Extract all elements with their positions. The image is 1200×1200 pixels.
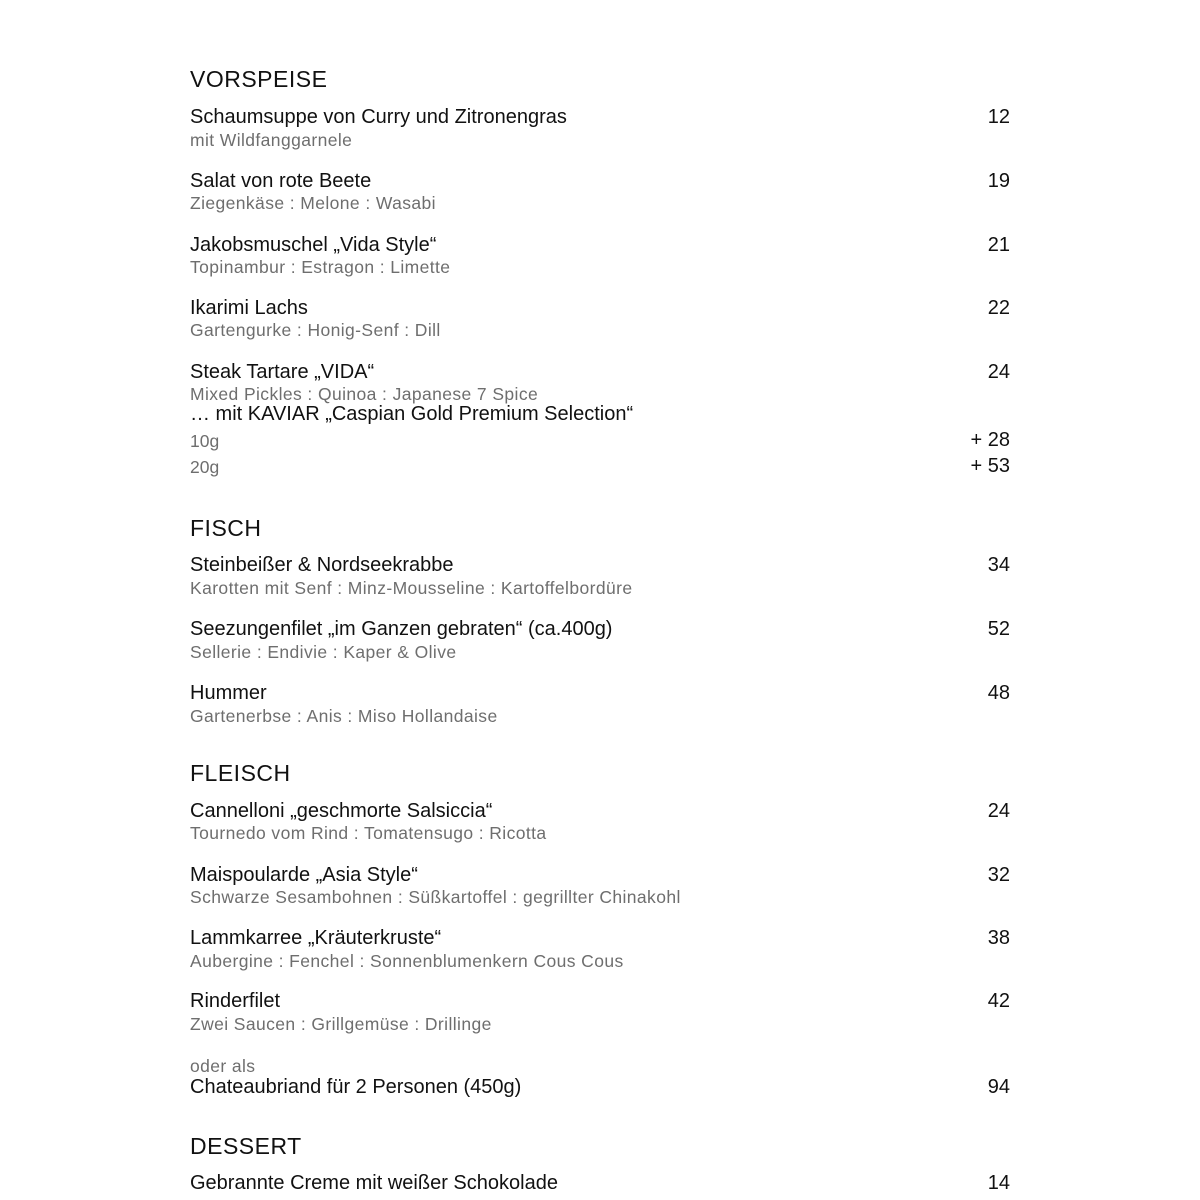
dish-price: 42: [987, 990, 1010, 1012]
caviar-size: 20g: [190, 457, 220, 477]
dish-description: Tournedo vom Rind : Tomatensugo : Ricotta: [190, 823, 547, 843]
dish-description: Aubergine : Fenchel : Sonnenblumenkern Cous Cous: [190, 951, 624, 971]
dish-description: Topinambur : Estragon : Limette: [190, 257, 451, 277]
dish-description: Karotten mit Senf : Minz-Mousseline : Kartoffelbordüre: [190, 578, 633, 598]
dish-price: 21: [987, 234, 1010, 256]
dish-description: Ziegenkäse : Melone : Wasabi: [190, 193, 436, 213]
dish-price: 32: [987, 864, 1010, 886]
dish-price: 52: [987, 618, 1010, 640]
dish-price: 14: [987, 1172, 1010, 1194]
caviar-size: 10g: [190, 431, 220, 451]
dish-description: Schwarze Sesambohnen : Süßkartoffel : gegrillter Chinakohl: [190, 887, 681, 907]
dish-description: mit Wildfanggarnele: [190, 130, 353, 150]
dish-price: 24: [987, 361, 1010, 383]
dish-name: Cannelloni „geschmorte Salsiccia“: [190, 800, 493, 822]
dish-price: 48: [987, 682, 1010, 704]
dish-price: 34: [987, 554, 1010, 576]
dish-description: Zwei Saucen : Grillgemüse : Drillinge: [190, 1014, 492, 1034]
dish-name: Rinderfilet: [190, 990, 281, 1012]
caviar-price: + 53: [970, 455, 1010, 477]
dish-name: Chateaubriand für 2 Personen (450g): [190, 1076, 522, 1098]
alternative-prefix: oder als: [190, 1056, 256, 1076]
section-title-vorspeise: VORSPEISE: [190, 66, 328, 92]
dish-name: Jakobsmuschel „Vida Style“: [190, 234, 437, 256]
dish-name: Gebrannte Creme mit weißer Schokolade: [190, 1172, 558, 1194]
dish-description: Mixed Pickles : Quinoa : Japanese 7 Spice: [190, 384, 539, 404]
dish-name: Hummer: [190, 682, 267, 704]
dish-price: 12: [987, 106, 1010, 128]
dish-name: Steak Tartare „VIDA“: [190, 361, 375, 383]
dish-description: Sellerie : Endivie : Kaper & Olive: [190, 642, 457, 662]
dish-name: Steinbeißer & Nordseekrabbe: [190, 554, 454, 576]
dish-description: Gartenerbse : Anis : Miso Hollandaise: [190, 706, 498, 726]
dish-price: 38: [987, 927, 1010, 949]
dish-price: 94: [987, 1076, 1010, 1098]
dish-name: Seezungenfilet „im Ganzen gebraten“ (ca.400g): [190, 618, 613, 640]
dish-name: Maispoularde „Asia Style“: [190, 864, 418, 886]
dish-price: 24: [987, 800, 1010, 822]
dish-name: Salat von rote Beete: [190, 170, 372, 192]
dish-name: Schaumsuppe von Curry und Zitronengras: [190, 106, 567, 128]
caviar-price: + 28: [970, 429, 1010, 451]
dish-price: 19: [987, 170, 1010, 192]
dish-description: Gartengurke : Honig-Senf : Dill: [190, 320, 441, 340]
section-title-dessert: DESSERT: [190, 1133, 302, 1159]
dish-name: Lammkarree „Kräuterkruste“: [190, 927, 442, 949]
dish-price: 22: [987, 297, 1010, 319]
section-title-fleisch: FLEISCH: [190, 760, 291, 786]
dish-name: Ikarimi Lachs: [190, 297, 308, 319]
caviar-addon-name: … mit KAVIAR „Caspian Gold Premium Selection“: [190, 403, 634, 425]
section-title-fisch: FISCH: [190, 515, 262, 541]
